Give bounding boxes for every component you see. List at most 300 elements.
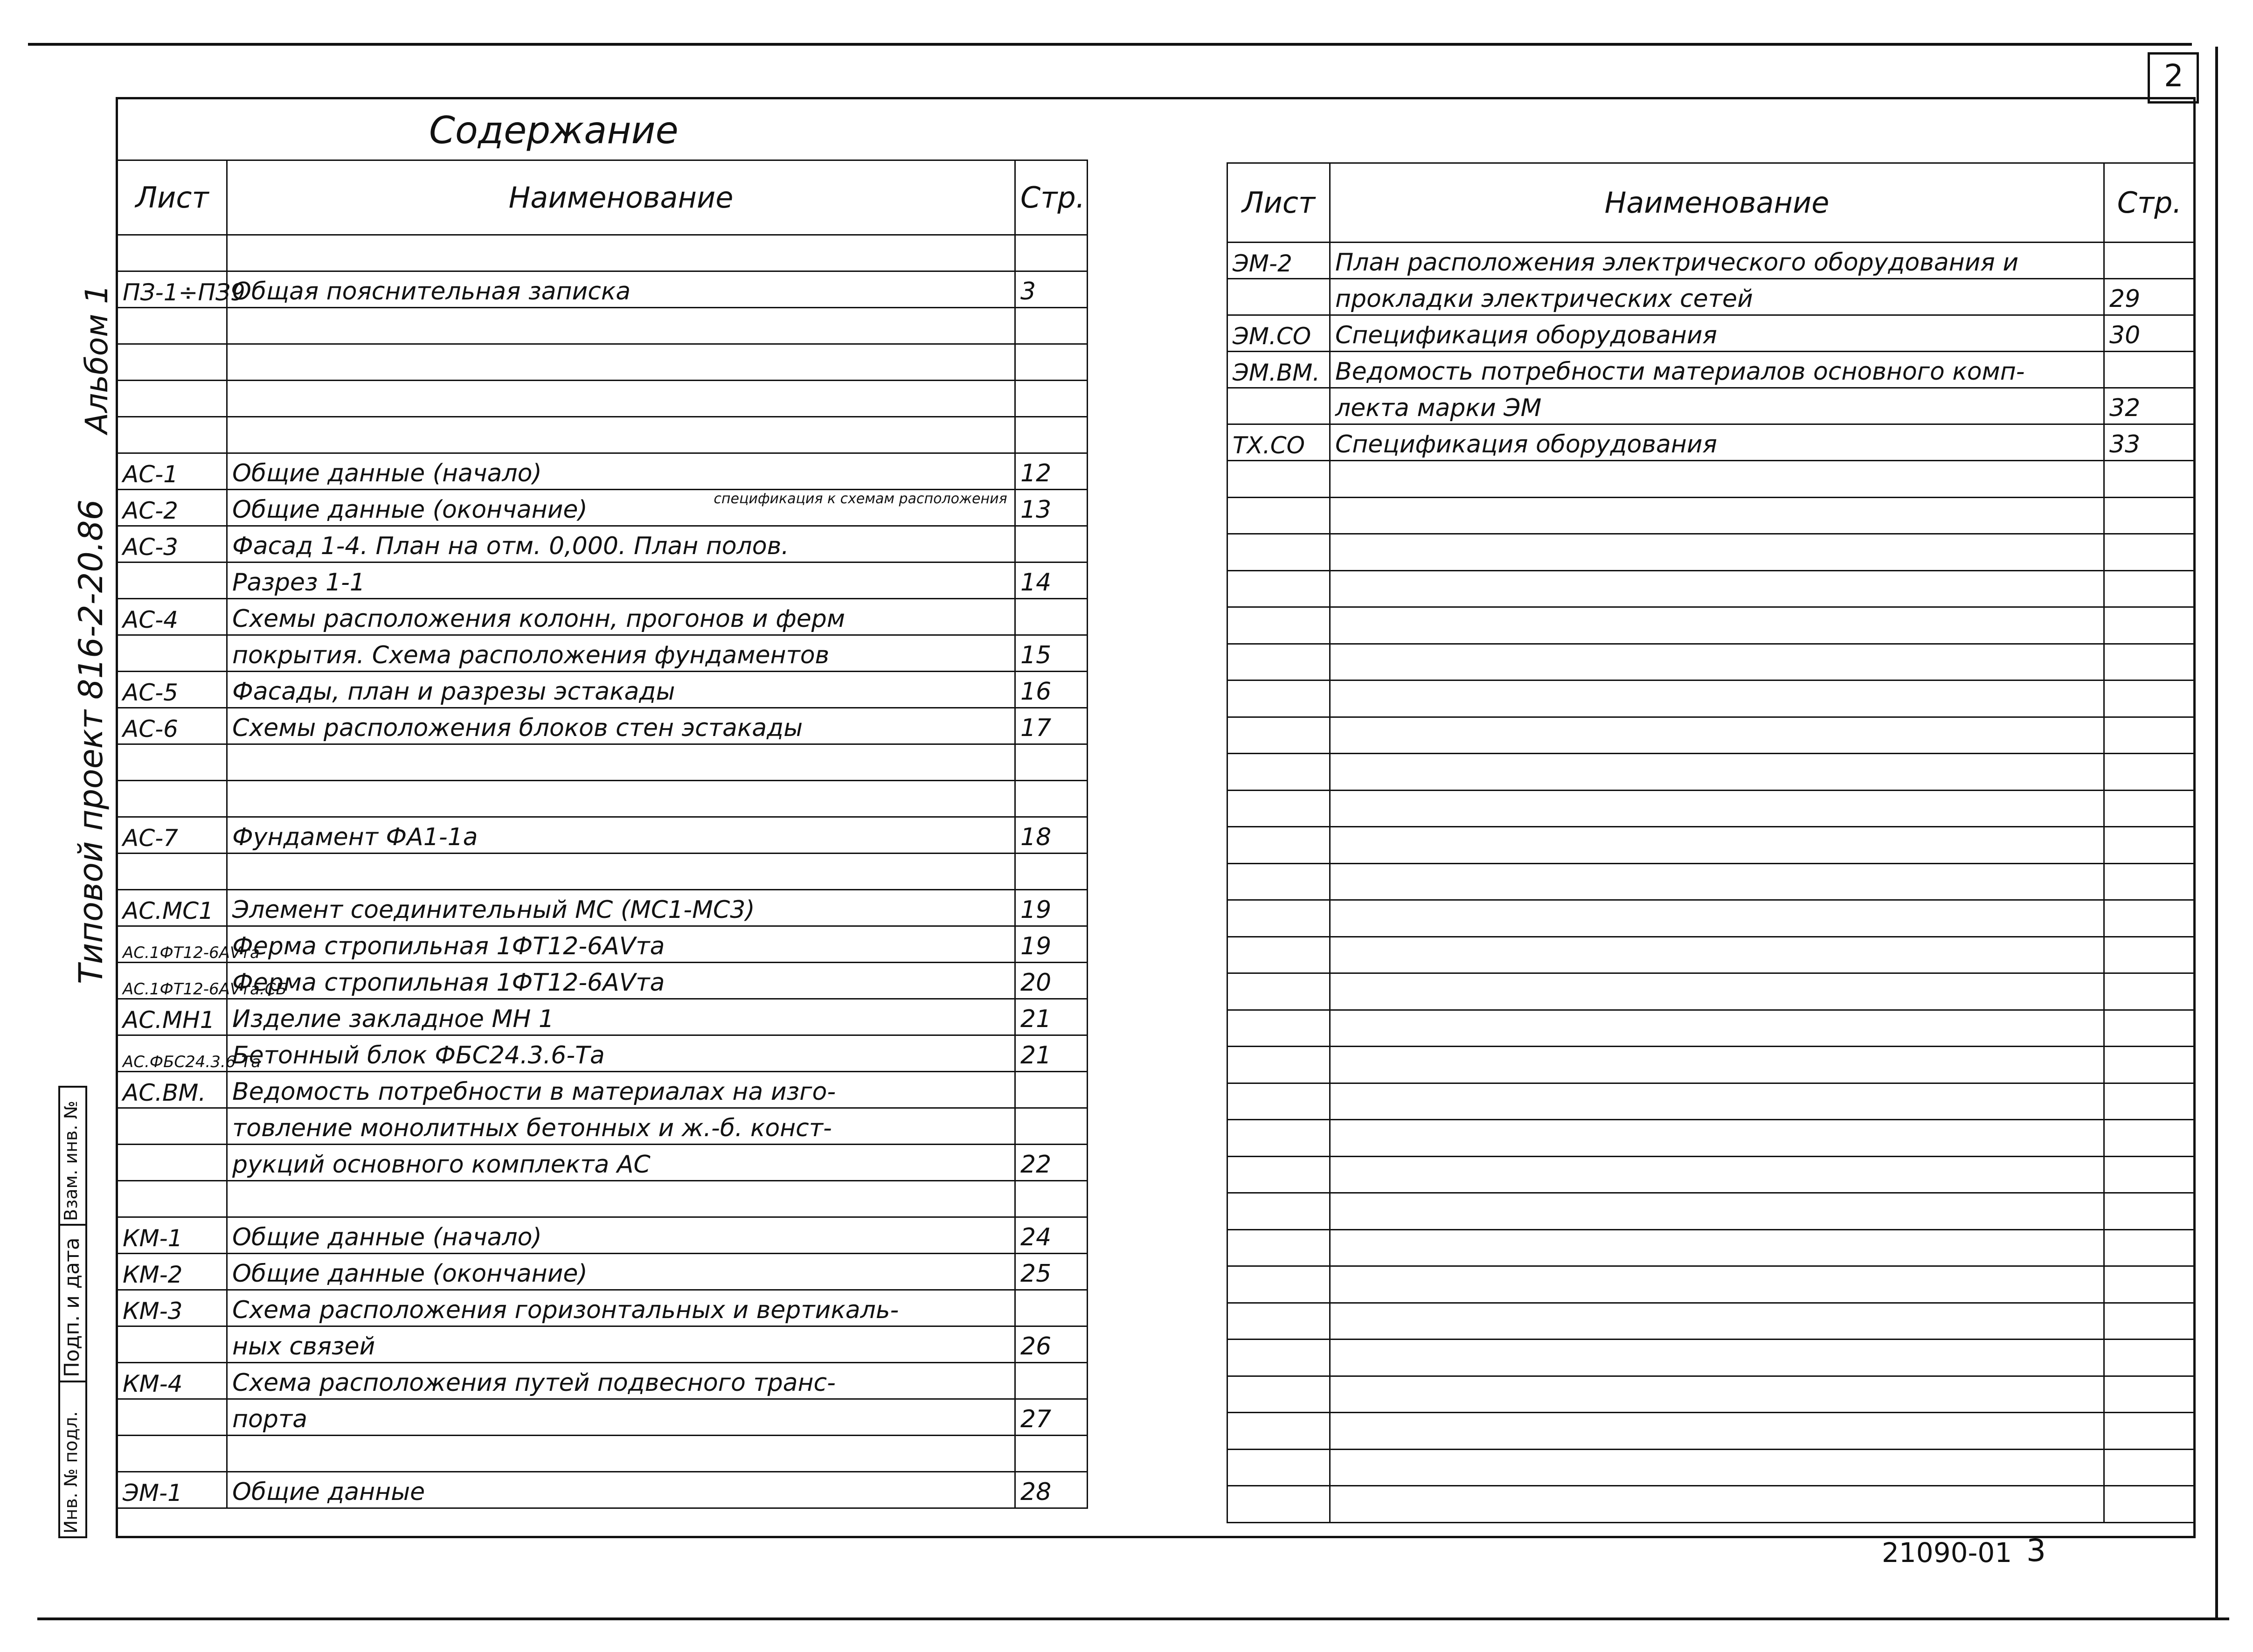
page-number-cell: 19: [1015, 926, 1088, 963]
sheet-name-text: Общие данные (начало): [232, 1223, 542, 1251]
sheet-name: [227, 1035, 1015, 1072]
page-number-cell: [1015, 344, 1088, 381]
sheet-name: [227, 1326, 1015, 1363]
page-number-cell: 26: [1015, 1326, 1088, 1363]
sheet-code: [118, 635, 227, 672]
page-number-cell: 32: [2104, 388, 2195, 424]
table-row: [118, 1145, 1088, 1181]
empty-cell: [2104, 607, 2195, 644]
sheet-name-text: Схемы расположения колонн, прогонов и ферм: [232, 605, 845, 633]
page-number-cell: 13: [1015, 490, 1088, 526]
empty-cell: [1227, 900, 1330, 937]
table-row: [118, 1108, 1088, 1145]
sheet-code: [118, 781, 227, 817]
table-row: [118, 235, 1088, 271]
empty-cell: [2104, 497, 2195, 534]
column-header-name: Наименование: [227, 160, 1015, 235]
sheet-code: [118, 1108, 227, 1145]
sheet-code: КМ-2: [118, 1254, 227, 1290]
sheet-name: [227, 1436, 1015, 1472]
table-row: [118, 672, 1088, 708]
empty-cell: [2104, 1340, 2195, 1376]
table-row: [118, 562, 1088, 599]
empty-cell: [1227, 570, 1330, 607]
table-row: [118, 453, 1088, 490]
sheet-name: [227, 854, 1015, 890]
sheet-note: спецификация к схемам расположения: [714, 491, 1007, 507]
sheet-code: АС.ФБС24.3.6-Та: [118, 1035, 227, 1072]
sheet-code: АС-2: [118, 490, 227, 526]
table-row-empty: [1227, 534, 2195, 571]
project-label: Типовой проект 816-2-20.86: [72, 499, 110, 984]
empty-cell: [1227, 937, 1330, 973]
sheet-name: [227, 1254, 1015, 1290]
table-row: [118, 490, 1088, 526]
page-number-cell: [1015, 1108, 1088, 1145]
sheet-name: [1330, 279, 2104, 315]
sheet-name: [227, 453, 1015, 490]
empty-cell: [1330, 1303, 2104, 1340]
sheet-name: [1330, 243, 2104, 279]
column-header-name: Наименование: [1330, 163, 2104, 243]
sheet-code: [118, 1399, 227, 1436]
top-rule: [28, 43, 2192, 46]
sheet-name: [227, 963, 1015, 999]
page-number-cell: [1015, 1290, 1088, 1326]
table-header-row: [1227, 163, 2195, 243]
table-row: [118, 1472, 1088, 1508]
sheet-name-text: Спецификация оборудования: [1335, 321, 1717, 349]
empty-cell: [2104, 1193, 2195, 1230]
empty-cell: [2104, 680, 2195, 717]
page-number-cell: [1015, 1072, 1088, 1108]
empty-cell: [1330, 717, 2104, 754]
table-row-empty: [1227, 570, 2195, 607]
empty-cell: [1227, 863, 1330, 900]
empty-cell: [1227, 1449, 1330, 1486]
sheet-name: [227, 635, 1015, 672]
empty-cell: [1330, 607, 2104, 644]
table-row-empty: [1227, 1303, 2195, 1340]
page-title: Содержание: [429, 109, 679, 152]
empty-cell: [2104, 717, 2195, 754]
empty-cell: [2104, 461, 2195, 498]
table-row: [118, 890, 1088, 926]
sheet-name-text: Ферма стропильная 1ФТ12-6АVта: [232, 969, 665, 997]
empty-cell: [2104, 1010, 2195, 1047]
empty-cell: [1330, 1449, 2104, 1486]
sheet-name: [227, 1072, 1015, 1108]
empty-cell: [2104, 570, 2195, 607]
table-row: [118, 1399, 1088, 1436]
sheet-name-text: Элемент соединительный МС (МС1-МС3): [232, 896, 755, 924]
empty-cell: [1330, 534, 2104, 571]
sheet-name: [227, 1108, 1015, 1145]
sheet-name: [1330, 315, 2104, 352]
sheet-code: [118, 344, 227, 381]
sheet-name: [227, 999, 1015, 1035]
table-row-empty: [1227, 1193, 2195, 1230]
empty-cell: [2104, 1376, 2195, 1413]
page-number-cell: 18: [1015, 817, 1088, 854]
table-header-row: [118, 160, 1088, 235]
table-row-empty: [1227, 1120, 2195, 1157]
sheet-name-text: Схема расположения путей подвесного транс-: [232, 1369, 836, 1397]
page-number-cell: 14: [1015, 562, 1088, 599]
empty-cell: [2104, 973, 2195, 1010]
empty-cell: [1227, 461, 1330, 498]
sheet-code: АС-5: [118, 672, 227, 708]
empty-cell: [1330, 973, 2104, 1010]
sheet-code: [1227, 388, 1330, 424]
sheet-name-text: Бетонный блок ФБС24.3.6-Та: [232, 1041, 605, 1069]
table-row: [1227, 424, 2195, 461]
page-number-cell: 16: [1015, 672, 1088, 708]
sheet-name: [227, 1472, 1015, 1508]
footer-sheet: 3: [2026, 1533, 2046, 1569]
table-row-empty: [1227, 1449, 2195, 1486]
table-row: [118, 963, 1088, 999]
table-row-empty: [1227, 497, 2195, 534]
table-row-empty: [1227, 607, 2195, 644]
page-number-cell: 30: [2104, 315, 2195, 352]
sheet-name: [1330, 424, 2104, 461]
table-row: [118, 817, 1088, 854]
empty-cell: [1227, 1193, 1330, 1230]
empty-cell: [1330, 1229, 2104, 1266]
page-number-cell: 15: [1015, 635, 1088, 672]
sheet-name-text: Общие данные (окончание): [232, 1260, 588, 1288]
empty-cell: [1330, 1413, 2104, 1450]
sheet-name: [1330, 352, 2104, 388]
sheet-name: [227, 1145, 1015, 1181]
empty-cell: [1227, 1376, 1330, 1413]
page-number-cell: 25: [1015, 1254, 1088, 1290]
sheet-code: ЭМ.СО: [1227, 315, 1330, 352]
table-row-empty: [1227, 1083, 2195, 1120]
table-row: [118, 854, 1088, 890]
table-row: [1227, 315, 2195, 352]
sheet-name-text: лекта марки ЭМ: [1335, 394, 1542, 422]
empty-cell: [2104, 1266, 2195, 1303]
table-row: [118, 1436, 1088, 1472]
empty-cell: [2104, 1303, 2195, 1340]
empty-cell: [1227, 1340, 1330, 1376]
sheet-name-text: Фасад 1-4. План на отм. 0,000. План полов.: [232, 532, 789, 560]
sheet-name: [227, 381, 1015, 417]
sheet-code: АС-4: [118, 599, 227, 635]
sheet-name: [227, 1363, 1015, 1399]
empty-cell: [2104, 1156, 2195, 1193]
table-row-empty: [1227, 1376, 2195, 1413]
page-number-cell: 33: [2104, 424, 2195, 461]
table-row: [118, 526, 1088, 562]
empty-cell: [1227, 1303, 1330, 1340]
sheet-name: [227, 235, 1015, 271]
empty-cell: [1330, 790, 2104, 827]
table-row: [118, 1290, 1088, 1326]
empty-cell: [2104, 534, 2195, 571]
table-row-empty: [1227, 827, 2195, 864]
sheet-code: ПЗ-1÷ПЗ9: [118, 271, 227, 308]
page-number-cell: [2104, 352, 2195, 388]
sheet-name: [227, 781, 1015, 817]
table-row: [118, 744, 1088, 781]
stamp-strip: [58, 1086, 117, 1538]
empty-cell: [2104, 1449, 2195, 1486]
table-row-empty: [1227, 717, 2195, 754]
empty-cell: [1227, 827, 1330, 864]
sheet-name: [227, 672, 1015, 708]
sheet-name-text: План расположения электрического оборудования и: [1335, 249, 2019, 277]
empty-cell: [1227, 790, 1330, 827]
page-number-cell: [1015, 781, 1088, 817]
sheet-name-text: Фасады, план и разрезы эстакады: [232, 678, 675, 706]
table-row-empty: [1227, 973, 2195, 1010]
sheet-name: [227, 417, 1015, 453]
sheet-name-text: Общие данные (начало): [232, 459, 542, 487]
sheet-code: [118, 235, 227, 271]
sheet-name-text: Схемы расположения блоков стен эстакады: [232, 714, 803, 742]
sheet-code: [118, 1326, 227, 1363]
sheet-name-text: рукций основного комплекта АС: [232, 1151, 651, 1179]
sheet-name-text: Общие данные (окончание): [232, 496, 588, 524]
sheet-code: КМ-4: [118, 1363, 227, 1399]
empty-cell: [2104, 937, 2195, 973]
column-header-sheet: Лист: [118, 160, 227, 235]
empty-cell: [2104, 827, 2195, 864]
sheet-code: АС.МН1: [118, 999, 227, 1035]
sheet-name-text: покрытия. Схема расположения фундаментов: [232, 641, 830, 669]
table-row-empty: [1227, 1010, 2195, 1047]
table-row-empty: [1227, 790, 2195, 827]
page-number-cell: [1015, 235, 1088, 271]
sheet-code: АС-3: [118, 526, 227, 562]
empty-cell: [1330, 1156, 2104, 1193]
empty-cell: [1330, 461, 2104, 498]
sheet-name-text: Разрез 1-1: [232, 569, 365, 597]
sheet-name-text: товление монолитных бетонных и ж.-б. конст-: [232, 1114, 832, 1142]
table-row: [118, 308, 1088, 344]
page-number-cell: [1015, 526, 1088, 562]
sheet-name: [1330, 388, 2104, 424]
sheet-code: АС.ВМ.: [118, 1072, 227, 1108]
sheet-code: ЭМ-2: [1227, 243, 1330, 279]
sheet-name: [227, 344, 1015, 381]
sheet-name-text: Изделие закладное МН 1: [232, 1005, 554, 1033]
column-header-page: Стр.: [2104, 163, 2195, 243]
empty-cell: [1227, 1413, 1330, 1450]
sheet-name-text: прокладки электрических сетей: [1335, 285, 1753, 313]
sheet-code: ТХ.СО: [1227, 424, 1330, 461]
table-row: [118, 344, 1088, 381]
empty-cell: [1330, 680, 2104, 717]
table-row-empty: [1227, 754, 2195, 791]
empty-cell: [2104, 644, 2195, 680]
sheet-code: [118, 1145, 227, 1181]
table-row-empty: [1227, 863, 2195, 900]
table-row: [118, 781, 1088, 817]
sheet-code: ЭМ-1: [118, 1472, 227, 1508]
page-number-cell: 21: [1015, 1035, 1088, 1072]
empty-cell: [1227, 1047, 1330, 1083]
empty-cell: [1330, 497, 2104, 534]
empty-cell: [1330, 937, 2104, 973]
empty-cell: [1330, 1340, 2104, 1376]
sheet-code: АС-6: [118, 708, 227, 744]
sheet-name-text: порта: [232, 1405, 307, 1433]
empty-cell: [1227, 1010, 1330, 1047]
empty-cell: [1227, 1486, 1330, 1523]
empty-cell: [1330, 900, 2104, 937]
sheet-code: КМ-3: [118, 1290, 227, 1326]
page-number-cell: 27: [1015, 1399, 1088, 1436]
table-row: [118, 999, 1088, 1035]
table-row-empty: [1227, 1156, 2195, 1193]
table-row-empty: [1227, 1340, 2195, 1376]
album-label: Альбом 1: [79, 284, 115, 434]
empty-cell: [1330, 644, 2104, 680]
sheet-code: КМ-1: [118, 1217, 227, 1254]
table-row: [118, 1181, 1088, 1217]
table-row: [118, 1072, 1088, 1108]
page-number-cell: [1015, 1181, 1088, 1217]
table-row: [118, 1217, 1088, 1254]
empty-cell: [1227, 1083, 1330, 1120]
sheet-code: [118, 854, 227, 890]
sheet-name-text: Общая пояснительная записка: [232, 278, 631, 305]
page-number-cell: [1015, 854, 1088, 890]
page-number-cell: 19: [1015, 890, 1088, 926]
sheet-name-text: Ведомость потребности в материалах на изго-: [232, 1078, 836, 1106]
sheet-name-text: Фундамент ФА1-1а: [232, 823, 478, 851]
page-number-cell: 21: [1015, 999, 1088, 1035]
sheet-name: [227, 1399, 1015, 1436]
table-row: [118, 599, 1088, 635]
table-row: [118, 1363, 1088, 1399]
sheet-code: [118, 562, 227, 599]
empty-cell: [1330, 754, 2104, 791]
page-number: 2: [2164, 58, 2184, 94]
sheet-name: [227, 562, 1015, 599]
table-row: [1227, 352, 2195, 388]
table-row-empty: [1227, 1413, 2195, 1450]
page-number-cell: 17: [1015, 708, 1088, 744]
table-row-empty: [1227, 937, 2195, 973]
page-number-cell: [2104, 243, 2195, 279]
empty-cell: [1330, 1266, 2104, 1303]
empty-cell: [1330, 1486, 2104, 1523]
stamp-label-replacement: Взам. инв. №: [61, 1100, 81, 1221]
sheet-name: [227, 1181, 1015, 1217]
table-row-empty: [1227, 680, 2195, 717]
sheet-name-text: Ведомость потребности материалов основного комп-: [1335, 358, 2025, 386]
empty-cell: [2104, 1047, 2195, 1083]
sheet-name: [227, 708, 1015, 744]
table-row: [118, 1254, 1088, 1290]
sheet-name: [227, 490, 1015, 526]
table-row-empty: [1227, 1486, 2195, 1523]
table-row: [118, 1035, 1088, 1072]
sheet-name-text: Схема расположения горизонтальных и вертикаль-: [232, 1296, 899, 1324]
page-number-cell: [1015, 599, 1088, 635]
sheet-name-text: ных связей: [232, 1333, 375, 1360]
empty-cell: [2104, 1120, 2195, 1157]
table-row: [118, 381, 1088, 417]
empty-cell: [1227, 1120, 1330, 1157]
table-row: [1227, 243, 2195, 279]
sheet-code: АС-1: [118, 453, 227, 490]
sheet-name-text: Общие данные: [232, 1478, 425, 1506]
page-number-cell: 12: [1015, 453, 1088, 490]
stamp-label-inventory: Инв. № подл.: [61, 1411, 81, 1534]
sheet-code: [1227, 279, 1330, 315]
sheet-name-text: Спецификация оборудования: [1335, 430, 1717, 458]
empty-cell: [1227, 680, 1330, 717]
page-number-cell: 24: [1015, 1217, 1088, 1254]
page-number-cell: [1015, 417, 1088, 453]
sheet-name: [227, 744, 1015, 781]
table-row-empty: [1227, 1266, 2195, 1303]
empty-cell: [1227, 607, 1330, 644]
empty-cell: [1330, 1193, 2104, 1230]
table-row: [118, 417, 1088, 453]
table-row-empty: [1227, 461, 2195, 498]
empty-cell: [2104, 790, 2195, 827]
table-row: [118, 1326, 1088, 1363]
table-row-empty: [1227, 1047, 2195, 1083]
empty-cell: [2104, 900, 2195, 937]
table-row: [1227, 279, 2195, 315]
sheet-name: [227, 526, 1015, 562]
table-row: [118, 635, 1088, 672]
sheet-name-text: Ферма стропильная 1ФТ12-6АVта: [232, 932, 665, 960]
sheet-name: [227, 599, 1015, 635]
sheet-name: [227, 1217, 1015, 1254]
sheet-code: [118, 744, 227, 781]
bottom-rule: [37, 1617, 2229, 1620]
sheet-code: [118, 381, 227, 417]
empty-cell: [2104, 1413, 2195, 1450]
empty-cell: [1330, 1120, 2104, 1157]
empty-cell: [1227, 754, 1330, 791]
empty-cell: [2104, 754, 2195, 791]
table-row-empty: [1227, 1229, 2195, 1266]
sheet-code: ЭМ.ВМ.: [1227, 352, 1330, 388]
empty-cell: [1227, 534, 1330, 571]
empty-cell: [1227, 1229, 1330, 1266]
sheet-code: АС.1ФТ12-6АVта: [118, 926, 227, 963]
column-header-sheet: Лист: [1227, 163, 1330, 243]
table-row: [118, 708, 1088, 744]
sheet-name: [227, 271, 1015, 308]
empty-cell: [1227, 1156, 1330, 1193]
sheet-name: [227, 926, 1015, 963]
sheet-name: [227, 1290, 1015, 1326]
sheet-code: [118, 1436, 227, 1472]
empty-cell: [1330, 1376, 2104, 1413]
empty-cell: [1330, 1083, 2104, 1120]
empty-cell: [1227, 1266, 1330, 1303]
contents-table-right: [1227, 162, 2196, 1523]
sheet-code: АС.МС1: [118, 890, 227, 926]
table-row: [1227, 388, 2195, 424]
page-number-cell: [1015, 1363, 1088, 1399]
sheet-name: [227, 890, 1015, 926]
table-row-empty: [1227, 644, 2195, 680]
table-row: [118, 271, 1088, 308]
empty-cell: [1330, 827, 2104, 864]
